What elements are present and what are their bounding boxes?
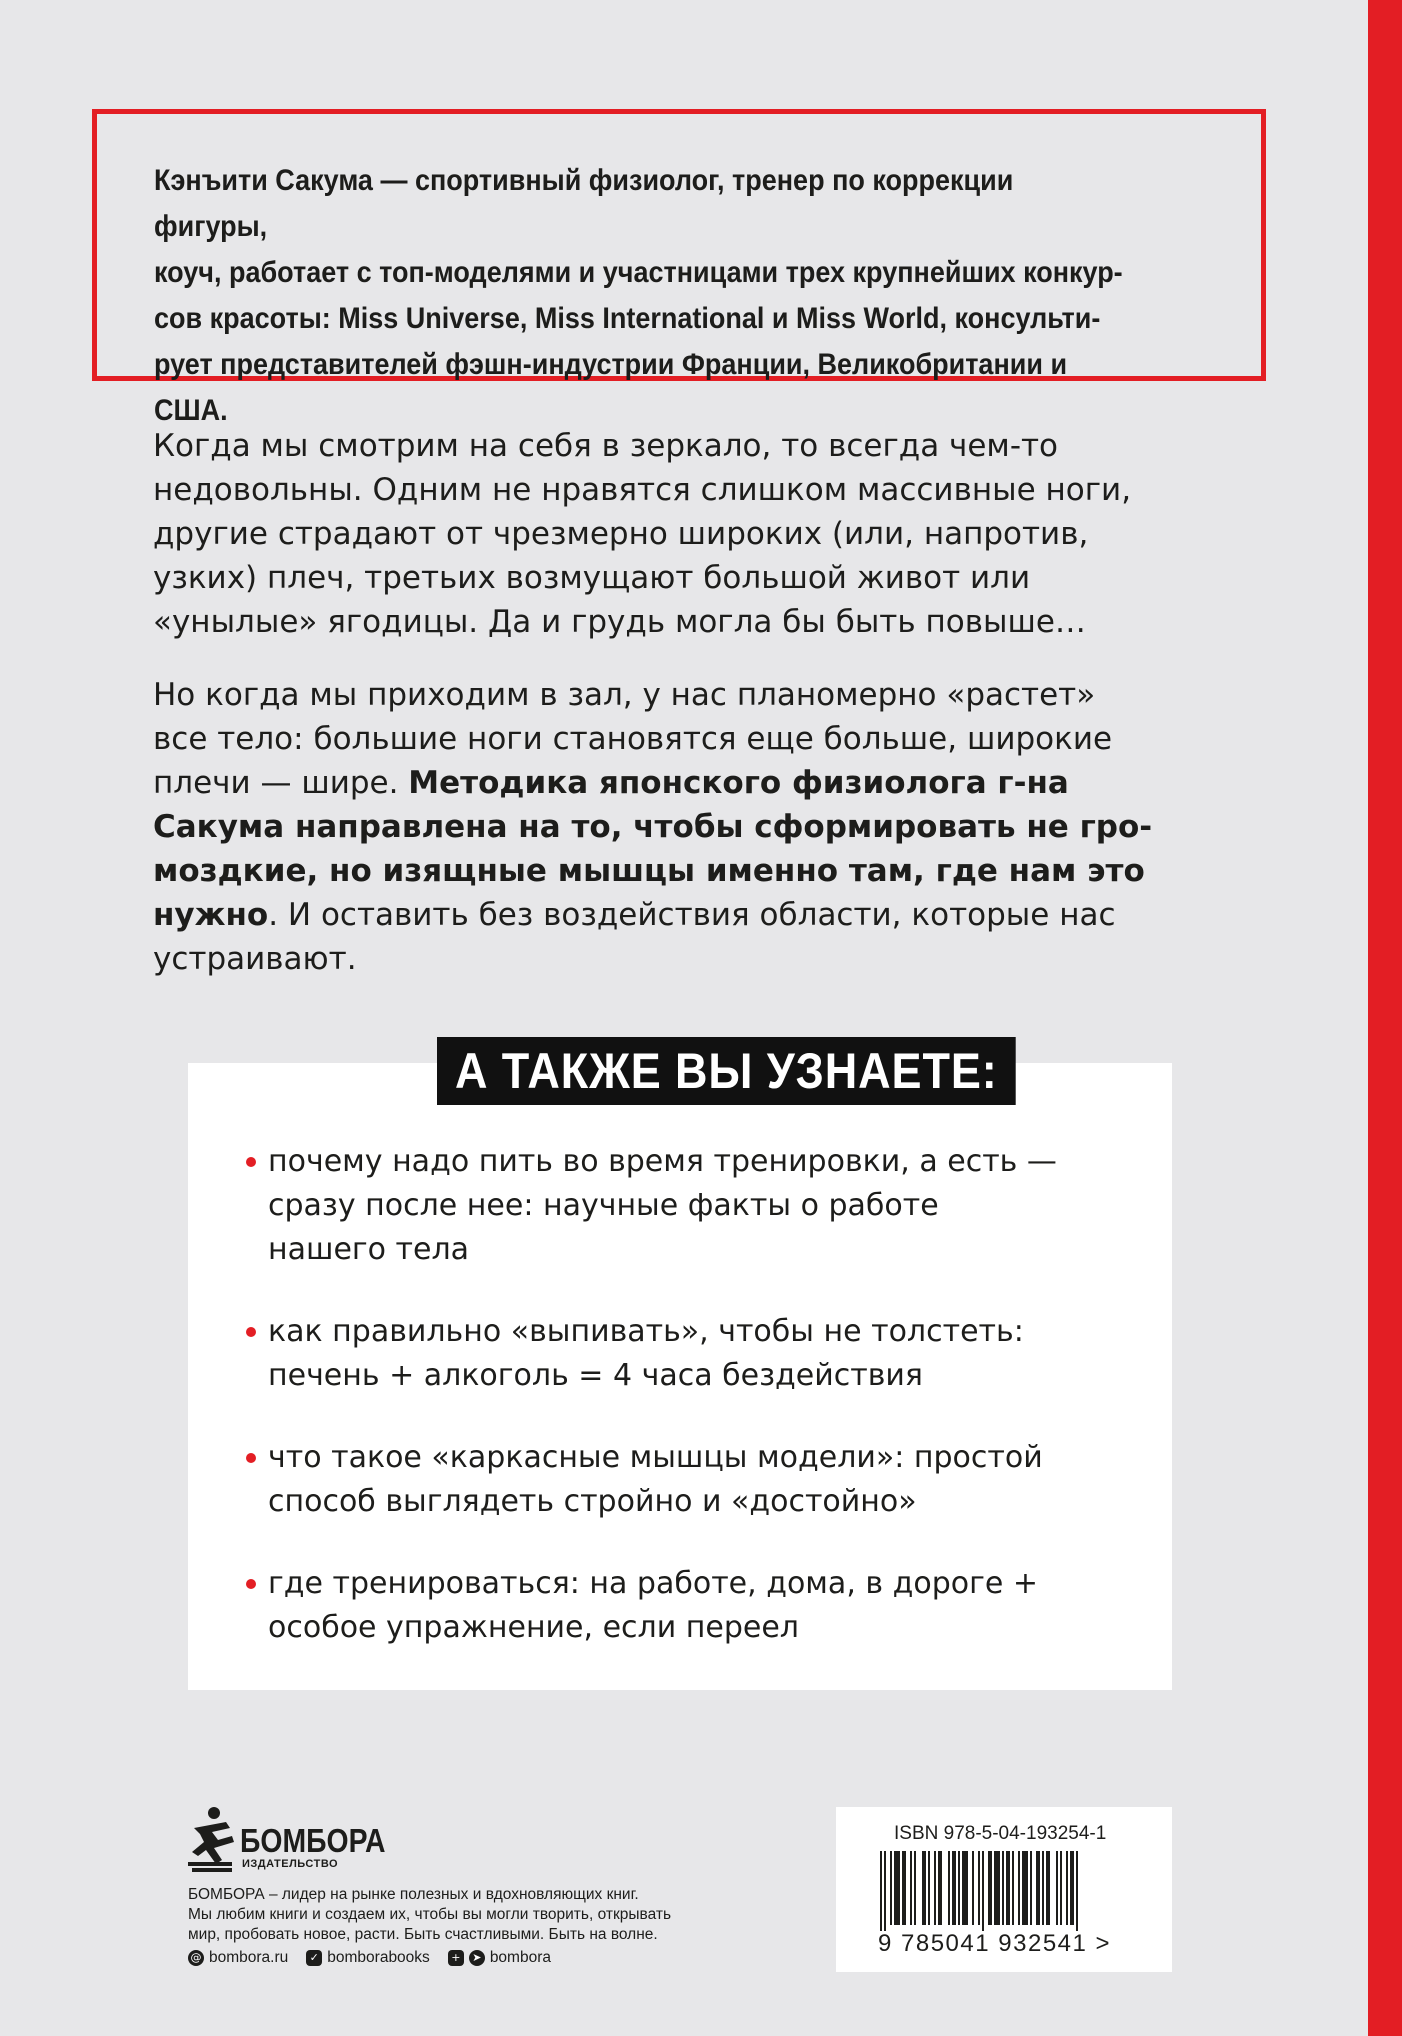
barcode-graphic — [880, 1851, 1148, 1931]
barcode-bar — [1042, 1851, 1044, 1925]
social-label: bombora.ru — [209, 1949, 289, 1966]
method-line: плечи — шире. — [153, 765, 409, 801]
list-item-line: способ выглядеть стройно и «достойно» — [268, 1484, 917, 1519]
list-item — [246, 1140, 1146, 1272]
learn-heading: А ТАКЖЕ ВЫ УЗНАЕТЕ: — [437, 1037, 1016, 1105]
publisher-line: мир, пробовать новое, расти. Быть счастливыми. Быть на волне. — [188, 1926, 658, 1943]
barcode-bar — [1076, 1851, 1078, 1931]
intro-line: «унылые» ягодицы. Да и грудь могла бы быть повыше… — [153, 604, 1086, 640]
list-item-line: как правильно «выпивать», чтобы не толстеть: — [268, 1314, 1024, 1349]
method-emphasis: моздкие, но изящные мышцы именно там, где нам это — [153, 853, 1145, 889]
method-line: Но когда мы приходим в зал, у нас планомерно «растет» — [153, 677, 1096, 713]
barcode-bar — [902, 1851, 906, 1925]
author-bio-line: рует представителей фэшн-индустрии Франции, Великобритании и США. — [154, 348, 1068, 427]
list-item-line: сразу после нее: научные факты о работе — [268, 1188, 939, 1223]
barcode-bar — [978, 1851, 980, 1925]
author-bio-line: коуч, работает с топ-моделями и участницами трех крупнейших конкур- — [154, 256, 1123, 289]
method-paragraph — [153, 673, 1243, 981]
intro-line: узких) плеч, третьих возмущают большой живот или — [153, 560, 1031, 596]
method-emphasis: нужно — [153, 897, 269, 933]
barcode-bar — [1046, 1851, 1050, 1925]
bullet-dot-icon — [246, 1327, 256, 1337]
barcode-bar — [1022, 1851, 1028, 1925]
author-bio-line: Кэнъити Сакума — спортивный физиолог, тренер по коррекции фигуры, — [154, 164, 1014, 243]
barcode-bar — [1070, 1851, 1074, 1925]
method-line: . И оставить без воздействия области, которые нас — [268, 897, 1116, 933]
list-item-line: особое упражнение, если переел — [268, 1610, 799, 1645]
barcode-bar — [928, 1851, 930, 1925]
publisher-name: БОМБОРА — [240, 1822, 386, 1859]
social-video-telegram[interactable] — [448, 1949, 551, 1967]
social-links — [188, 1947, 569, 1969]
method-line: устраивают. — [153, 941, 357, 977]
intro-line: другие страдают от чрезмерно широких (или, напротив, — [153, 516, 1089, 552]
publisher-subtitle: ИЗДАТЕЛЬСТВО — [242, 1858, 339, 1870]
barcode-bar — [914, 1851, 916, 1925]
learn-list — [246, 1140, 1146, 1688]
barcode-panel — [836, 1807, 1172, 1972]
list-item-line: где тренироваться: на работе, дома, в дороге + — [268, 1566, 1038, 1601]
telegram-icon: ➤ — [469, 1950, 485, 1966]
publisher-logo — [188, 1806, 408, 1876]
barcode-bar — [894, 1851, 900, 1925]
bombora-mark-icon — [188, 1806, 236, 1872]
barcode-bar — [1060, 1851, 1062, 1925]
barcode-bar — [1056, 1851, 1058, 1925]
social-website[interactable] — [188, 1949, 288, 1967]
barcode-bar — [884, 1851, 886, 1931]
method-line: все тело: большие ноги становятся еще больше, широкие — [153, 721, 1113, 757]
barcode-bar — [982, 1851, 984, 1931]
list-item-line: почему надо пить во время тренировки, а есть — — [268, 1144, 1057, 1179]
barcode-bar — [1018, 1851, 1020, 1925]
social-vk[interactable] — [306, 1949, 430, 1967]
author-bio-text — [154, 158, 1126, 434]
barcode-bar — [1030, 1851, 1032, 1925]
method-emphasis: Сакума направлена на то, чтобы сформировать не гро- — [153, 809, 1153, 845]
vk-icon: ✓ — [306, 1950, 322, 1966]
barcode-bar — [922, 1851, 926, 1925]
video-icon: + — [448, 1950, 464, 1966]
barcode-bar — [952, 1851, 956, 1925]
barcode-bar — [994, 1851, 1000, 1925]
barcode-bar — [1012, 1851, 1014, 1925]
intro-line: недовольны. Одним не нравятся слишком массивные ноги, — [153, 472, 1132, 508]
barcode-bar — [934, 1851, 936, 1925]
list-item-line: печень + алкоголь = 4 часа бездействия — [268, 1358, 923, 1393]
publisher-line: БОМБОРА – лидер на рынке полезных и вдохновляющих книг. — [188, 1886, 639, 1903]
barcode-bar — [910, 1851, 912, 1925]
barcode-bar — [958, 1851, 960, 1925]
barcode-bar — [890, 1851, 892, 1925]
barcode-bar — [948, 1851, 950, 1925]
barcode-bar — [962, 1851, 968, 1925]
barcode-bar — [988, 1851, 992, 1925]
barcode-bar — [880, 1851, 882, 1931]
bullet-dot-icon — [246, 1157, 256, 1167]
barcode-bar — [1036, 1851, 1040, 1925]
list-item — [246, 1562, 1146, 1650]
intro-line: Когда мы смотрим на себя в зеркало, то всегда чем-то — [153, 428, 1059, 464]
barcode-bar — [972, 1851, 974, 1925]
bullet-dot-icon — [246, 1579, 256, 1589]
publisher-description — [188, 1885, 748, 1945]
social-label: bombora — [489, 1949, 551, 1966]
barcode-bar — [1002, 1851, 1004, 1925]
list-item-line: что такое «каркасные мышцы модели»: простой — [268, 1440, 1043, 1475]
publisher-line: Мы любим книги и создаем их, чтобы вы могли творить, открывать — [188, 1906, 672, 1923]
bullet-dot-icon — [246, 1453, 256, 1463]
method-emphasis: Методика японского физиолога г-на — [408, 765, 1069, 801]
list-item — [246, 1310, 1146, 1398]
globe-icon: @ — [188, 1950, 204, 1966]
intro-paragraph — [153, 424, 1243, 644]
barcode-bar — [1006, 1851, 1010, 1925]
list-item — [246, 1436, 1146, 1524]
author-bio-line: сов красоты: Miss Universe, Miss International и Miss World, консульти- — [154, 302, 1101, 335]
red-edge-strip — [1368, 0, 1402, 2036]
author-bio-box — [92, 109, 1266, 427]
barcode-bar — [938, 1851, 942, 1925]
barcode-bar — [1066, 1851, 1068, 1925]
list-item-line: нашего тела — [268, 1232, 470, 1267]
isbn-label: ISBN 978-5-04-193254-1 — [894, 1823, 1107, 1844]
social-label: bomborabooks — [327, 1949, 430, 1966]
barcode-digits: 9 785041 932541 > — [878, 1930, 1112, 1957]
